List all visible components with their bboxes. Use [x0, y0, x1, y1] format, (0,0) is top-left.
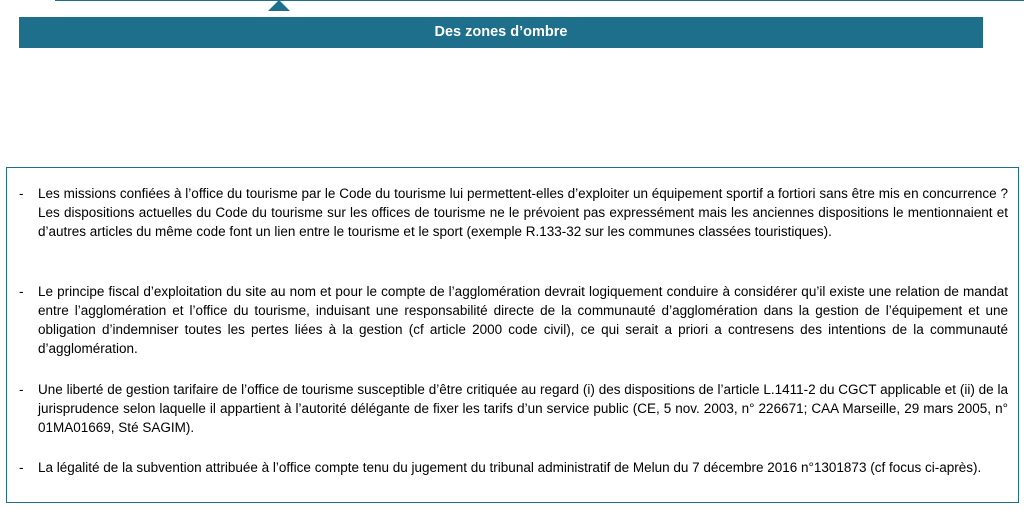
bullet-text: Une liberté de gestion tarifaire de l’office de tourisme susceptible d’être critiquée au regard (i) des dispositions de l’article L.1411-2 du CGCT applicable et (ii) de la jurisprudence selon laquelle il appartient à l’autorité délégante de fixer les tarifs d’un service public (CE, 5 nov. 2003, n° 226671; CAA Marseille, 29 mars 2005, n° 01MA01669, Sté SAGIM). — [38, 382, 1008, 435]
up-arrow-icon — [268, 0, 290, 11]
bullet-dash: - — [19, 284, 24, 299]
bullet-text: Le principe fiscal d’exploitation du site au nom et pour le compte de l’agglomération devrait logiquement conduire à considérer qu’il existe une relation de mandat entre l’agglomération et l’office du tourisme, induisant une responsabilité directe de la communauté d’agglomération dans la gestion de l’équipement et une obligation d’indemniser toutes les pertes liées à la gestion (cf article 2000 code civil), ce qui serait a priori a contresens des intentions de la communauté d’agglomération. — [38, 284, 1008, 356]
section-title-banner: Des zones d’ombre — [19, 17, 983, 48]
top-divider-line — [55, 0, 1024, 1]
bullet-text: Les missions confiées à l’office du tourisme par le Code du tourisme lui permettent-elles d’exploiter un équipement sportif a fortiori sans être mis en concurrence ? Les dispositions actuelles du Code du tourisme sur les offices de tourisme ne le prévoient pas expressément mais les anciennes dispositions le mentionnaient et d’autres articles du même code font un lien entre le tourisme et le sport (exemple R.133-32 sur les communes classées touristiques). — [38, 186, 1008, 239]
bullet-dash: - — [19, 186, 24, 201]
bullet-dash: - — [19, 460, 24, 475]
bullet-text: La légalité de la subvention attribuée à l’office compte tenu du jugement du tribunal administratif de Melun du 7 décembre 2016 n°1301873 (cf focus ci-après). — [38, 460, 982, 475]
bullet-dash: - — [19, 382, 24, 397]
content-box — [6, 167, 1019, 503]
